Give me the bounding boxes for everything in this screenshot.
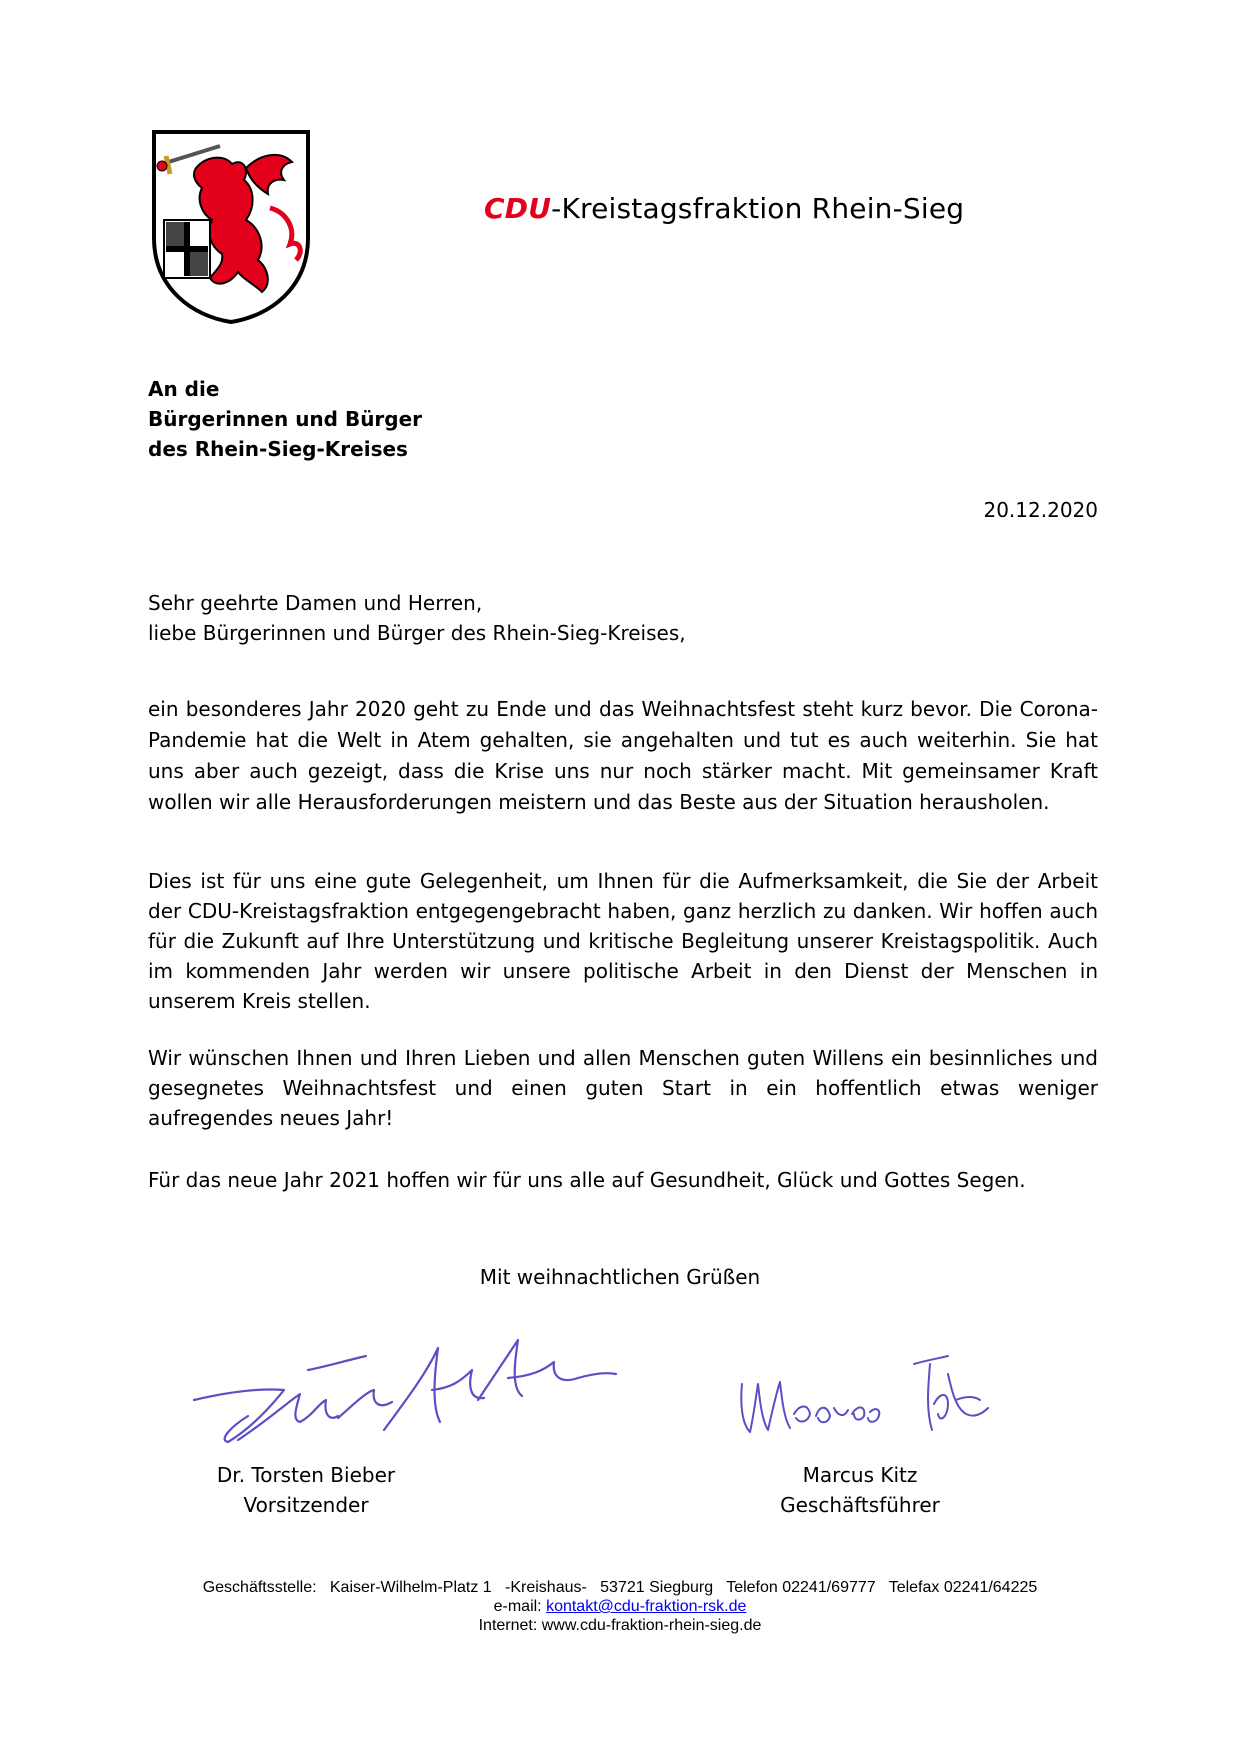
- footer-address: Geschäftsstelle: Kaiser-Wilhelm-Platz 1 -Kreishaus- 53721 Siegburg Telefon 02241/69777 Telefax 02241/64225: [202, 1579, 1038, 1596]
- footer: [0, 1578, 1240, 1635]
- footer-internet: Internet: www.cdu-fraktion-rhein-sieg.de: [478, 1617, 762, 1634]
- body-paragraph: Wir wünschen Ihnen und Ihren Lieben und allen Menschen guten Willens ein besinnliches und gesegnetes Weihnachtsfest und einen guten Start in ein hoffentlich etwas weniger aufregendes neues Jahr!: [148, 1046, 1098, 1130]
- footer-email-label: e-mail:: [493, 1598, 547, 1615]
- signature-marcus-kitz: [734, 1344, 994, 1444]
- salutation: [148, 588, 686, 648]
- signer-name: Marcus Kitz: [802, 1463, 918, 1487]
- letter-date: 20.12.2020: [983, 498, 1098, 522]
- footer-email-line: [0, 1597, 1240, 1616]
- recipient-line: Bürgerinnen und Bürger: [148, 407, 423, 431]
- signature-torsten-bieber: [188, 1330, 618, 1450]
- organization-title: [484, 192, 964, 225]
- recipient-line: An die: [148, 377, 220, 401]
- closing-greeting: Mit weihnachtlichen Grüßen: [479, 1265, 761, 1289]
- body-paragraph: Dies ist für uns eine gute Gelegenheit, um Ihnen für die Aufmerksamkeit, die Sie der Arbeit der CDU-Kreistagsfraktion entgegengebracht haben, ganz herzlich zu danken. Wir hoffen auch für die Zukunft auf Ihre Unterstützung und kritische Begleitung unserer Kreistagspolitik. Auch im kommenden Jahr werden wir unsere politische Arbeit in den Dienst der Menschen in unserem Kreis stellen.: [148, 869, 1098, 1013]
- recipient-address: [148, 374, 422, 464]
- organization-name: -Kreistagsfraktion Rhein-Sieg: [551, 192, 965, 225]
- email-link[interactable]: kontakt@cdu-fraktion-rsk.de: [546, 1598, 747, 1615]
- signer-name: Dr. Torsten Bieber: [216, 1463, 396, 1487]
- signer-block-chair: [166, 1460, 446, 1520]
- salutation-line: Sehr geehrte Damen und Herren,: [148, 591, 483, 615]
- salutation-line: liebe Bürgerinnen und Bürger des Rhein-Sieg-Kreises,: [148, 621, 686, 645]
- signer-block-manager: [720, 1460, 1000, 1520]
- signer-role: Vorsitzender: [243, 1493, 369, 1517]
- party-name: CDU: [484, 192, 552, 225]
- body-paragraph: ein besonderes Jahr 2020 geht zu Ende und das Weihnachtsfest steht kurz bevor. Die Corona-Pandemie hat die Welt in Atem gehalten, sie angehalten und tut es auch weiterhin. Sie hat uns aber auch gezeigt, dass die Krise uns nur noch stärker macht. Mit gemeinsamer Kraft wollen wir alle Herausforderungen meistern und das Beste aus der Situation herausholen.: [148, 697, 1098, 814]
- signer-role: Geschäftsführer: [780, 1493, 940, 1517]
- body-paragraph: Für das neue Jahr 2021 hoffen wir für uns alle auf Gesundheit, Glück und Gottes Segen.: [148, 1168, 1026, 1192]
- recipient-line: des Rhein-Sieg-Kreises: [148, 437, 408, 461]
- coat-of-arms-logo: [150, 128, 312, 324]
